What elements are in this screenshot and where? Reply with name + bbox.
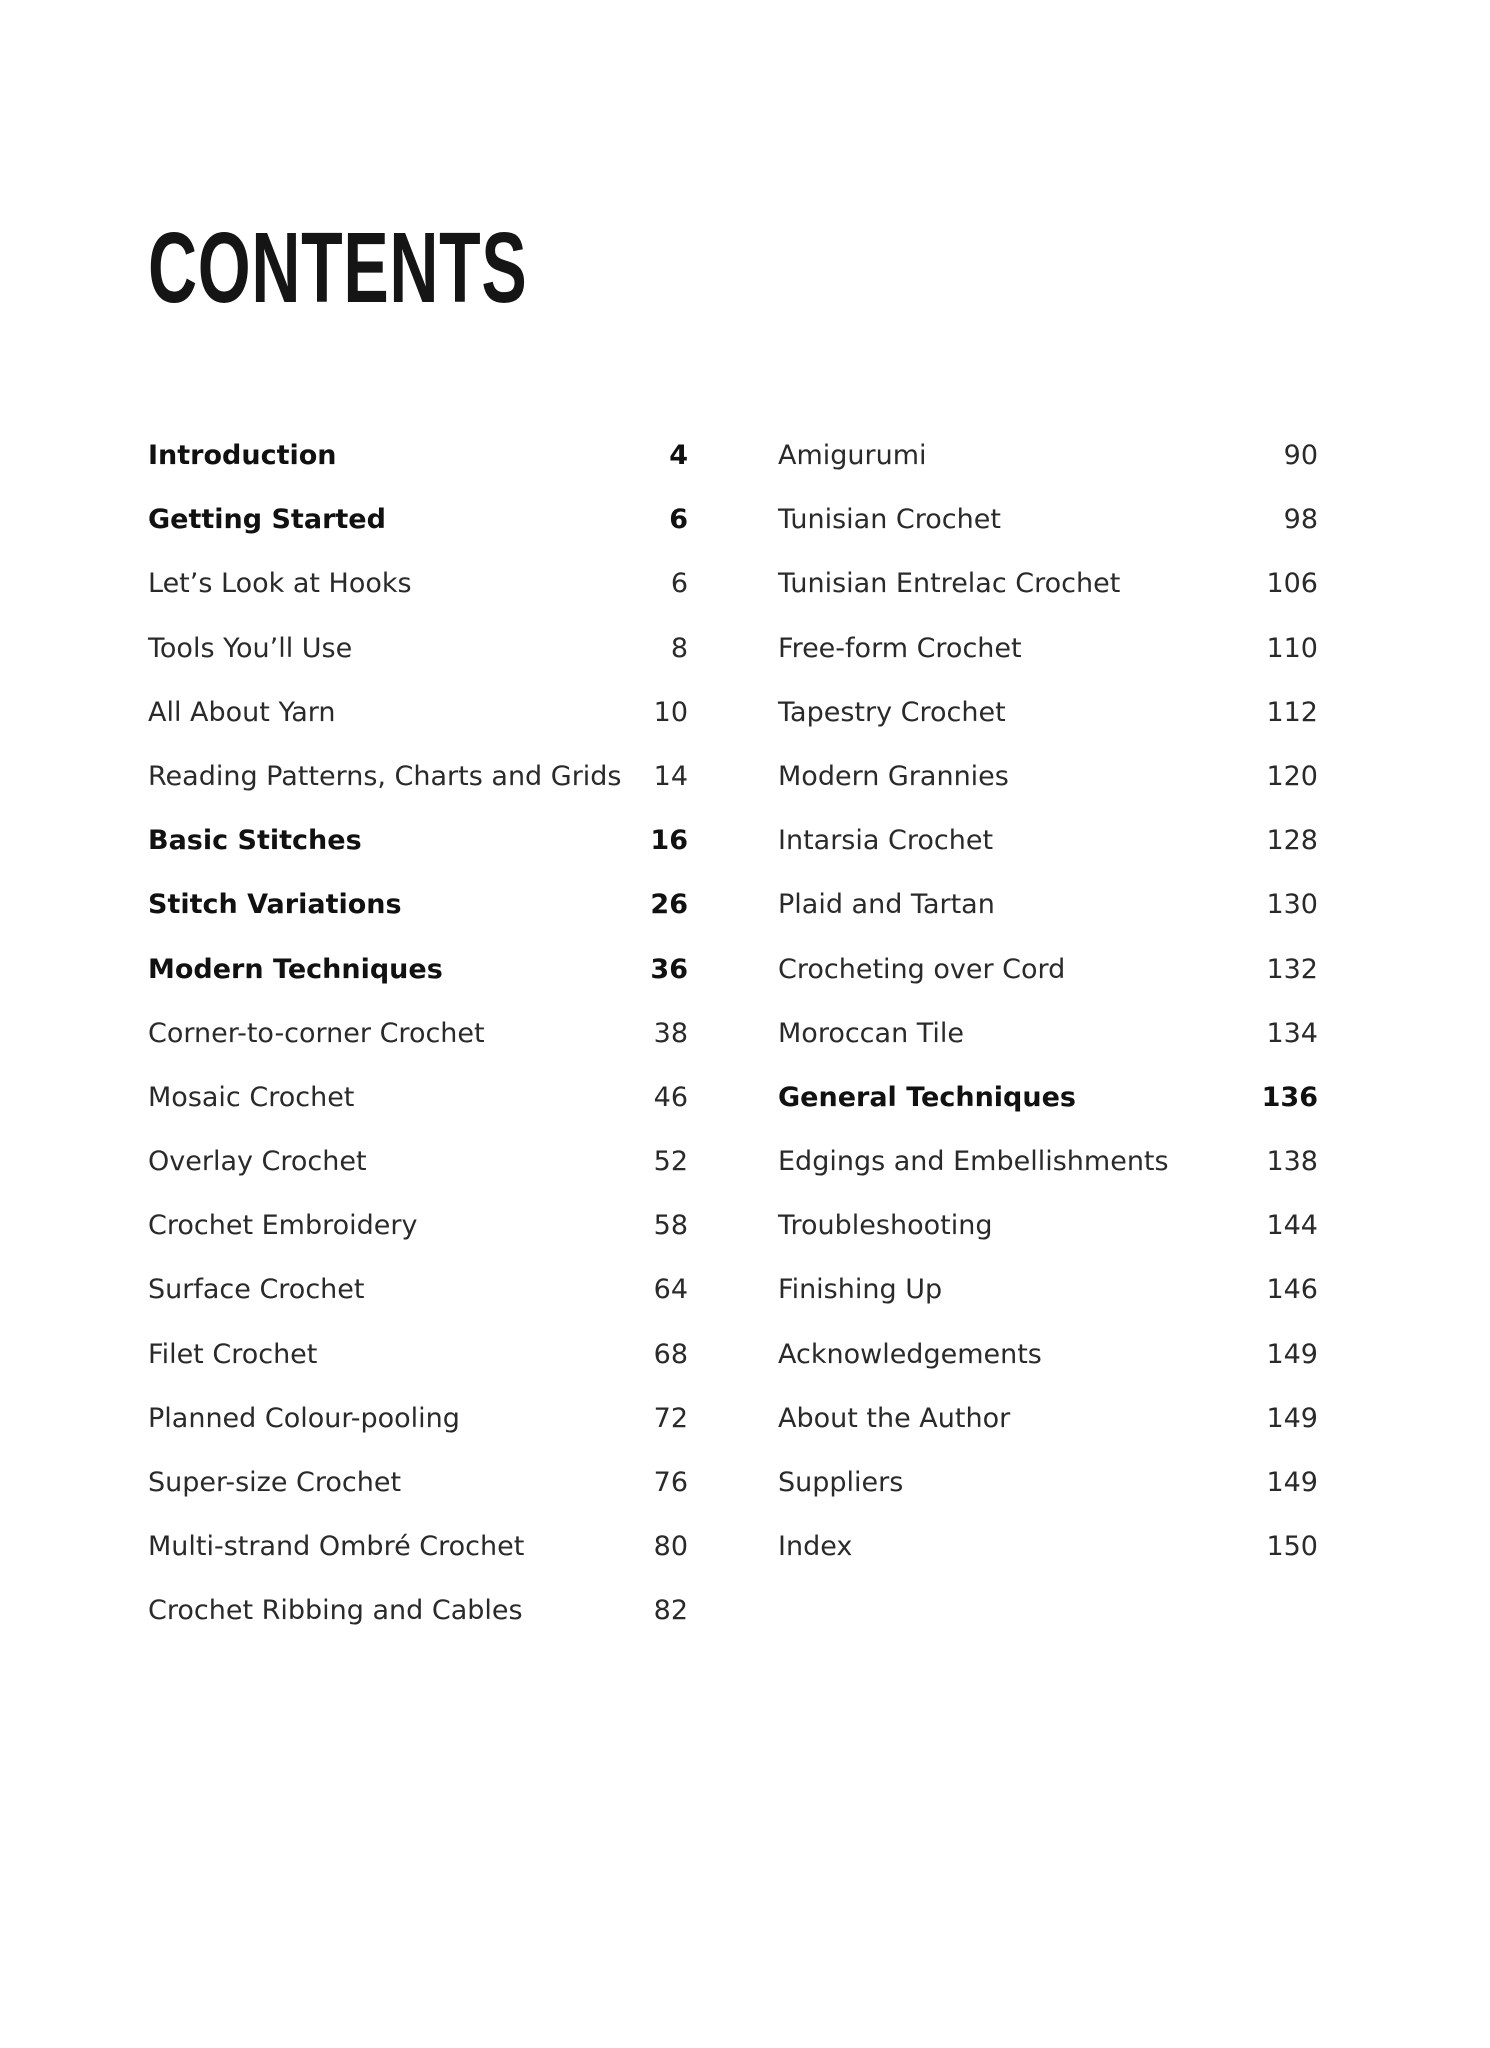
toc-entry-title: Getting Started (148, 504, 386, 536)
toc-entry-title: Filet Crochet (148, 1338, 318, 1370)
toc-entry-crochet-embroidery (148, 1194, 688, 1258)
toc-entry-tunisian-crochet (778, 488, 1318, 552)
toc-entry-index (778, 1515, 1318, 1579)
toc-entry-getting-started (148, 488, 688, 552)
toc-entry-super-size-crochet (148, 1451, 688, 1515)
toc-entry-all-about-yarn (148, 681, 688, 745)
toc-entry-troubleshooting (778, 1194, 1318, 1258)
toc-entry-page-number: 146 (1266, 1274, 1318, 1306)
toc-entry-overlay-crochet (148, 1130, 688, 1194)
toc-entry-page-number: 132 (1266, 953, 1318, 985)
toc-entry-title: Index (778, 1531, 853, 1563)
toc-entry-page-number: 90 (1283, 440, 1318, 471)
toc-entry-page-number: 134 (1266, 1017, 1318, 1049)
toc-entry-title: Acknowledgements (778, 1338, 1042, 1370)
toc-entry-finishing-up (778, 1258, 1318, 1322)
toc-entry-title: Modern Grannies (778, 760, 1009, 792)
toc-entry-title: Plaid and Tartan (778, 889, 995, 921)
toc-entry-page-number: 128 (1266, 825, 1318, 857)
toc-entry-page-number: 10 (653, 696, 688, 728)
toc-entry-title: General Techniques (778, 1081, 1076, 1113)
toc-entry-title: Tools You’ll Use (148, 632, 353, 664)
toc-entry-plaid-and-tartan (778, 873, 1318, 937)
toc-entry-page-number: 149 (1266, 1402, 1318, 1434)
toc-entry-page-number: 138 (1266, 1146, 1318, 1178)
toc-right-column (778, 424, 1318, 1579)
toc-entry-moroccan-tile (778, 1002, 1318, 1066)
toc-entry-title: Planned Colour-pooling (148, 1402, 460, 1434)
toc-entry-page-number: 14 (653, 760, 688, 792)
toc-entry-title: Suppliers (778, 1467, 904, 1498)
toc-entry-modern-grannies (778, 745, 1318, 809)
toc-entry-crocheting-over-cord (778, 938, 1318, 1002)
toc-left-column (148, 424, 688, 1644)
toc-entry-page-number: 150 (1266, 1531, 1318, 1563)
toc-entry-page-number: 76 (653, 1467, 688, 1498)
toc-entry-title: Overlay Crochet (148, 1146, 367, 1178)
toc-entry-tapestry-crochet (778, 681, 1318, 745)
toc-entry-page-number: 26 (650, 889, 688, 921)
toc-entry-title: Troubleshooting (778, 1210, 993, 1242)
toc-entry-page-number: 36 (650, 953, 688, 985)
toc-entry-page-number: 58 (653, 1210, 688, 1242)
toc-entry-page-number: 16 (650, 825, 688, 857)
toc-entry-page-number: 149 (1266, 1338, 1318, 1370)
toc-entry-page-number: 82 (653, 1595, 688, 1627)
toc-entry-title: Basic Stitches (148, 825, 362, 857)
toc-entry-filet-crochet (148, 1323, 688, 1387)
toc-entry-page-number: 8 (670, 632, 688, 664)
toc-entry-title: Crochet Embroidery (148, 1210, 418, 1242)
toc-entry-tunisian-entrelac-crochet (778, 552, 1318, 616)
toc-entry-tools-you-ll-use (148, 617, 688, 681)
toc-entry-page-number: 64 (653, 1274, 688, 1306)
toc-entry-title: Moroccan Tile (778, 1017, 965, 1049)
toc-entry-page-number: 4 (669, 440, 688, 471)
toc-entry-crochet-ribbing-and-cables (148, 1579, 688, 1643)
toc-entry-page-number: 120 (1266, 760, 1318, 792)
toc-entry-title: Multi-strand Ombré Crochet (148, 1531, 525, 1563)
toc-entry-planned-colour-pooling (148, 1387, 688, 1451)
toc-entry-page-number: 6 (670, 568, 688, 600)
toc-entry-let-s-look-at-hooks (148, 552, 688, 616)
toc-entry-page-number: 106 (1266, 568, 1318, 600)
toc-entry-page-number: 98 (1283, 504, 1318, 536)
toc-entry-title: Free-form Crochet (778, 632, 1022, 664)
toc-entry-title: Stitch Variations (148, 889, 402, 921)
toc-entry-general-techniques (778, 1066, 1318, 1130)
toc-entry-title: Let’s Look at Hooks (148, 568, 412, 600)
toc-entry-acknowledgements (778, 1323, 1318, 1387)
toc-entry-title: Reading Patterns, Charts and Grids (148, 760, 622, 792)
toc-entry-reading-patterns-charts-and-grids (148, 745, 688, 809)
toc-entry-page-number: 110 (1266, 632, 1318, 664)
toc-entry-title: About the Author (778, 1402, 1011, 1434)
toc-entry-page-number: 112 (1266, 696, 1318, 728)
toc-entry-corner-to-corner-crochet (148, 1002, 688, 1066)
toc-entry-title: Introduction (148, 440, 337, 471)
toc-entry-title: Intarsia Crochet (778, 825, 994, 857)
toc-entry-title: Edgings and Embellishments (778, 1146, 1169, 1178)
toc-entry-page-number: 80 (653, 1531, 688, 1563)
toc-entry-multi-strand-ombre-crochet (148, 1515, 688, 1579)
toc-entry-title: All About Yarn (148, 696, 336, 728)
page-title: CONTENTS (148, 212, 528, 324)
toc-entry-title: Corner-to-corner Crochet (148, 1017, 485, 1049)
toc-entry-title: Crocheting over Cord (778, 953, 1066, 985)
toc-entry-page-number: 38 (653, 1017, 688, 1049)
toc-entry-title: Tunisian Entrelac Crochet (778, 568, 1121, 600)
toc-entry-title: Tunisian Crochet (778, 504, 1001, 536)
toc-entry-edgings-and-embellishments (778, 1130, 1318, 1194)
toc-entry-title: Amigurumi (778, 440, 927, 471)
toc-entry-page-number: 72 (653, 1402, 688, 1434)
toc-entry-page-number: 144 (1266, 1210, 1318, 1242)
toc-entry-title: Crochet Ribbing and Cables (148, 1595, 523, 1627)
toc-entry-page-number: 68 (653, 1338, 688, 1370)
toc-entry-page-number: 52 (653, 1146, 688, 1178)
toc-entry-title: Tapestry Crochet (778, 696, 1006, 728)
toc-entry-free-form-crochet (778, 617, 1318, 681)
toc-entry-mosaic-crochet (148, 1066, 688, 1130)
toc-entry-intarsia-crochet (778, 809, 1318, 873)
toc-entry-introduction (148, 424, 688, 488)
toc-entry-amigurumi (778, 424, 1318, 488)
toc-entry-page-number: 46 (653, 1081, 688, 1113)
toc-entry-title: Super-size Crochet (148, 1467, 402, 1498)
toc-entry-suppliers (778, 1451, 1318, 1515)
toc-entry-title: Modern Techniques (148, 953, 443, 985)
toc-entry-title: Finishing Up (778, 1274, 943, 1306)
toc-entry-modern-techniques (148, 938, 688, 1002)
toc-entry-page-number: 149 (1266, 1467, 1318, 1498)
toc-entry-basic-stitches (148, 809, 688, 873)
toc-entry-title: Surface Crochet (148, 1274, 365, 1306)
toc-entry-stitch-variations (148, 873, 688, 937)
toc-entry-page-number: 130 (1266, 889, 1318, 921)
toc-entry-surface-crochet (148, 1258, 688, 1322)
toc-entry-title: Mosaic Crochet (148, 1081, 355, 1113)
toc-entry-about-the-author (778, 1387, 1318, 1451)
toc-entry-page-number: 136 (1261, 1081, 1318, 1113)
toc-entry-page-number: 6 (669, 504, 688, 536)
